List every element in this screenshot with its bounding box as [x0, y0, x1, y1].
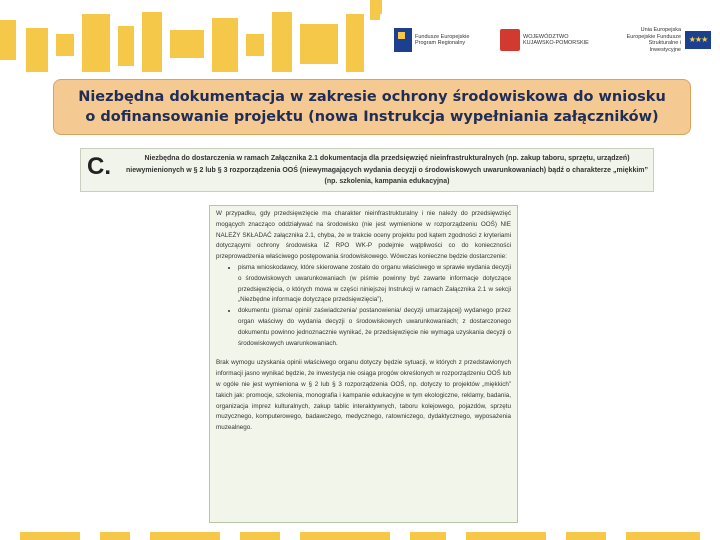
document-paragraph-2: Brak wymogu uzyskania opinii właściwego organu dotyczy będzie sytuacji, w których z przedstawionych informacji jasno wynikać będzie, że inwestycja nie osiąga progów określonych w rozporządzeniu OOŚ lub w ogóle nie jest wymieniona w § 2 lub § 3 rozporządzenia OOŚ, np. dotyczy to projektów „miękkich” takich jak: promocje, szkolenia, monografia i kampanie edukacyjne w tym ekologiczne, reklamy, badania, organizacja imprez kulturalnych, zakup tablic interaktywnych, taboru kolejowego, pojazdów, sprzętu muzycznego, komputerowego, badawczego, medycznego, ratowniczego, dydaktycznego, wyposażenia muzealnego. [216, 359, 511, 432]
decor-block [0, 20, 16, 60]
document-body [209, 205, 518, 523]
bottom-decor-strip [0, 530, 720, 540]
document-bullet-2: • dokumentu (pisma/ opinii/ zaświadczenia/ postanowienia/ decyzji umarzającej) wydanego przez organ właściwy do wydania decyzji o środowiskowych uwarunkowaniach; z dostarczonego dokumentu powinno jednoznacznie wynikać, że przedsięwzięcie nie wymaga uzyskania decyzji o środowiskowych uwarunkowaniach. [238, 306, 511, 349]
section-letter: C. [87, 153, 111, 180]
logo-bar [380, 14, 710, 66]
fundusze-europejskie-icon [394, 28, 412, 52]
slide-title-box [53, 79, 691, 135]
decor-block [626, 532, 700, 540]
decor-block [118, 26, 134, 66]
decor-block [246, 34, 264, 56]
decor-block [82, 14, 110, 72]
decor-block [300, 532, 390, 540]
decor-block [466, 532, 546, 540]
decor-block [272, 12, 292, 72]
decor-block [142, 12, 162, 72]
fundusze-logo-text: Fundusze Europejskie Program Regionalny [415, 33, 470, 46]
decor-block [150, 532, 220, 540]
eu-flag-icon: ★★★ [685, 31, 711, 49]
document-bullet-list [216, 263, 511, 349]
spacer [216, 349, 511, 358]
decor-block [100, 532, 130, 540]
document-bullet-1: • pisma wnioskodawcy, które skierowane zostało do organu właściwego w sprawie wydania decyzji o środowiskowych uwarunkowaniach (w piśmie powinny być zawarte informacje dotyczące przedsięwzięcia, o których mowa w części niniejszej Instrukcji w ramach Załącznika 2.1 w sekcji „Niezbędne informacje dotyczące przedsięwzięcia”), [238, 263, 511, 306]
fundusze-logo [394, 14, 475, 66]
decor-block [20, 532, 80, 540]
decor-block [346, 14, 364, 72]
decor-block [300, 24, 338, 64]
unia-logo-text: Unia Europejska Europejskie Fundusze Strukturalne i Inwestycyjne [626, 27, 681, 53]
decor-block [170, 30, 204, 58]
decor-block [26, 28, 48, 72]
slide-title-line-2: o dofinansowanie projektu (nowa Instrukcja wypełniania załączników) [85, 109, 659, 125]
decor-block [240, 532, 280, 540]
wojewodztwo-logo [500, 14, 593, 66]
decor-block [56, 34, 74, 56]
wojewodztwo-logo-text: WOJEWÓDZTWO KUJAWSKO-POMORSKIE [523, 33, 589, 46]
document-paragraph-1: W przypadku, gdy przedsięwzięcie ma charakter nieinfrastrukturalny i nie należy do przedsięwzięć mogących znacząco oddziaływać na środowisko (nie jest wymienione w rozporządzeniu OOŚ) NIE NALEŻY SKŁADAĆ załącznika 2.1, chyba, że w trakcie oceny projektu pod kątem zgodności z kryteriami dotyczącymi ochrony środowiska IZ RPO WK-P podejmie wątpliwości co do konieczności przeprowadzenia właściwego postępowania środowiskowego. Wówczas konieczne będzie dostarczenie: [216, 210, 511, 261]
slide-title-line-1: Niezbędna dokumentacja w zakresie ochrony środowiskowa do wniosku [78, 89, 666, 105]
document-header [80, 148, 654, 192]
document-header-text: Niezbędna do dostarczenia w ramach Załącznika 2.1 dokumentacja dla przedsięwzięć nieinfrastrukturalnych (np. zakup taboru, sprzętu, urządzeń) niewymienionych w § 2 lub § 3 rozporządzenia OOŚ (niewymagających wydania decyzji o środowiskowych uwarunkowaniach) bądź o charakterze „miękkim” (np. szkolenia, kampania edukacyjna) [125, 155, 649, 185]
coat-of-arms-icon [500, 29, 520, 51]
unia-logo [616, 14, 711, 66]
decor-block [212, 18, 238, 72]
decor-block [566, 532, 606, 540]
decor-block [410, 532, 446, 540]
